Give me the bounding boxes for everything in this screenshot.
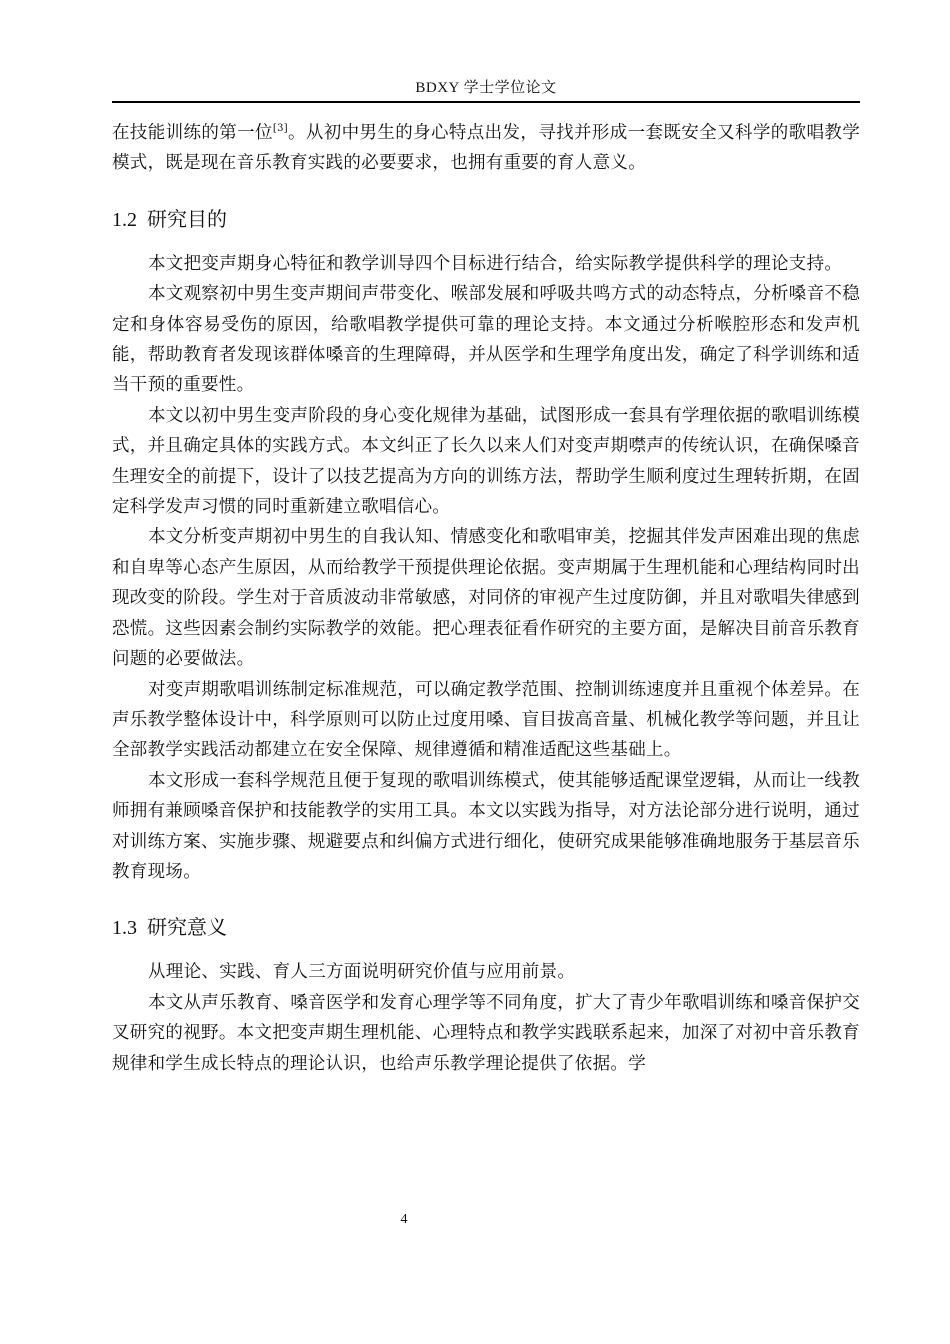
section-heading-1-3 [112, 912, 860, 943]
paragraph: 本文分析变声期初中男生的自我认知、情感变化和歌唱审美，挖掘其伴发声困难出现的焦虑和自卑等心态产生原因，从而给教学干预提供理论依据。变声期属于生理机能和心理结构同时出现改变的阶段。学生对于音质波动非常敏感，对同侪的审视产生过度防御，并且对歌唱失律感到恐慌。这些因素会制约实际教学的效能。把心理表征看作研究的主要方面，是解决目前音乐教育问题的必要做法。 [112, 527, 860, 670]
page-number: 4 [400, 1212, 408, 1227]
intro-text-before-ref: 在技能训练的第一位 [112, 123, 273, 143]
section-heading-1-2 [112, 204, 860, 235]
intro-paragraph [112, 118, 860, 179]
header-rule [112, 101, 860, 103]
body-text [112, 118, 860, 1079]
paragraph: 对变声期歌唱训练制定标准规范，可以确定教学范围、控制训练速度并且重视个体差异。在声乐教学整体设计中，科学原则可以防止过度用嗓、盲目拔高音量、机械化教学等问题，并且让全部教学实践活动都建立在安全保障、规律遵循和精准适配这些基础上。 [112, 679, 860, 761]
running-header: BDXY 学士学位论文 [415, 80, 557, 96]
paragraph: 本文形成一套科学规范且便于复现的歌唱训练模式，使其能够适配课堂逻辑，从而让一线教师拥有兼顾嗓音保护和技能教学的实用工具。本文以实践为指导，对方法论部分进行说明，通过对训练方案、实施步骤、规避要点和纠偏方式进行细化，使研究成果能够准确地服务于基层音乐教育现场。 [112, 770, 860, 882]
section-title: 研究意义 [147, 915, 227, 940]
paragraph: 本文把变声期身心特征和教学训导四个目标进行结合，给实际教学提供科学的理论支持。 [148, 253, 843, 274]
section-title: 研究目的 [147, 206, 227, 231]
paragraph: 本文从声乐教育、嗓音医学和发育心理学等不同角度，扩大了青少年歌唱训练和嗓音保护交叉研究的视野。本文把变声期生理机能、心理特点和教学实践联系起来，加深了对初中音乐教育规律和学生成长特点的理论认识，也给声乐教学理论提供了依据。学 [112, 992, 860, 1074]
citation-ref[interactable]: [3] [272, 123, 288, 135]
intro-text-after-ref: 。从初中男生的身心特点出发，寻找并形成一套既安全又科学的歌唱教学模式，既是现在音乐教育实践的必要要求，也拥有重要的育人意义。 [112, 123, 860, 174]
paragraph: 本文以初中男生变声阶段的身心变化规律为基础，试图形成一套具有学理依据的歌唱训练模式，并且确定具体的实践方式。本文纠正了长久以来人们对变声期噤声的传统认识，在确保嗓音生理安全的前提下，设计了以技艺提高为方向的训练方法，帮助学生顺利度过生理转折期，在固定科学发声习惯的同时重新建立歌唱信心。 [112, 405, 860, 518]
section-number: 1.2 [112, 208, 137, 231]
paragraph: 从理论、实践、育人三方面说明研究价值与应用前景。 [148, 962, 576, 983]
paragraph: 本文观察初中男生变声期间声带变化、喉部发展和呼吸共鸣方式的动态特点，分析嗓音不稳定和身体容易受伤的原因，给歌唱教学提供可靠的理论支持。本文通过分析喉腔形态和发声机能，帮助教育者发现该群体嗓音的生理障碍，并从医学和生理学角度出发，确定了科学训练和适当干预的重要性。 [112, 284, 860, 396]
section-number: 1.3 [112, 917, 137, 940]
